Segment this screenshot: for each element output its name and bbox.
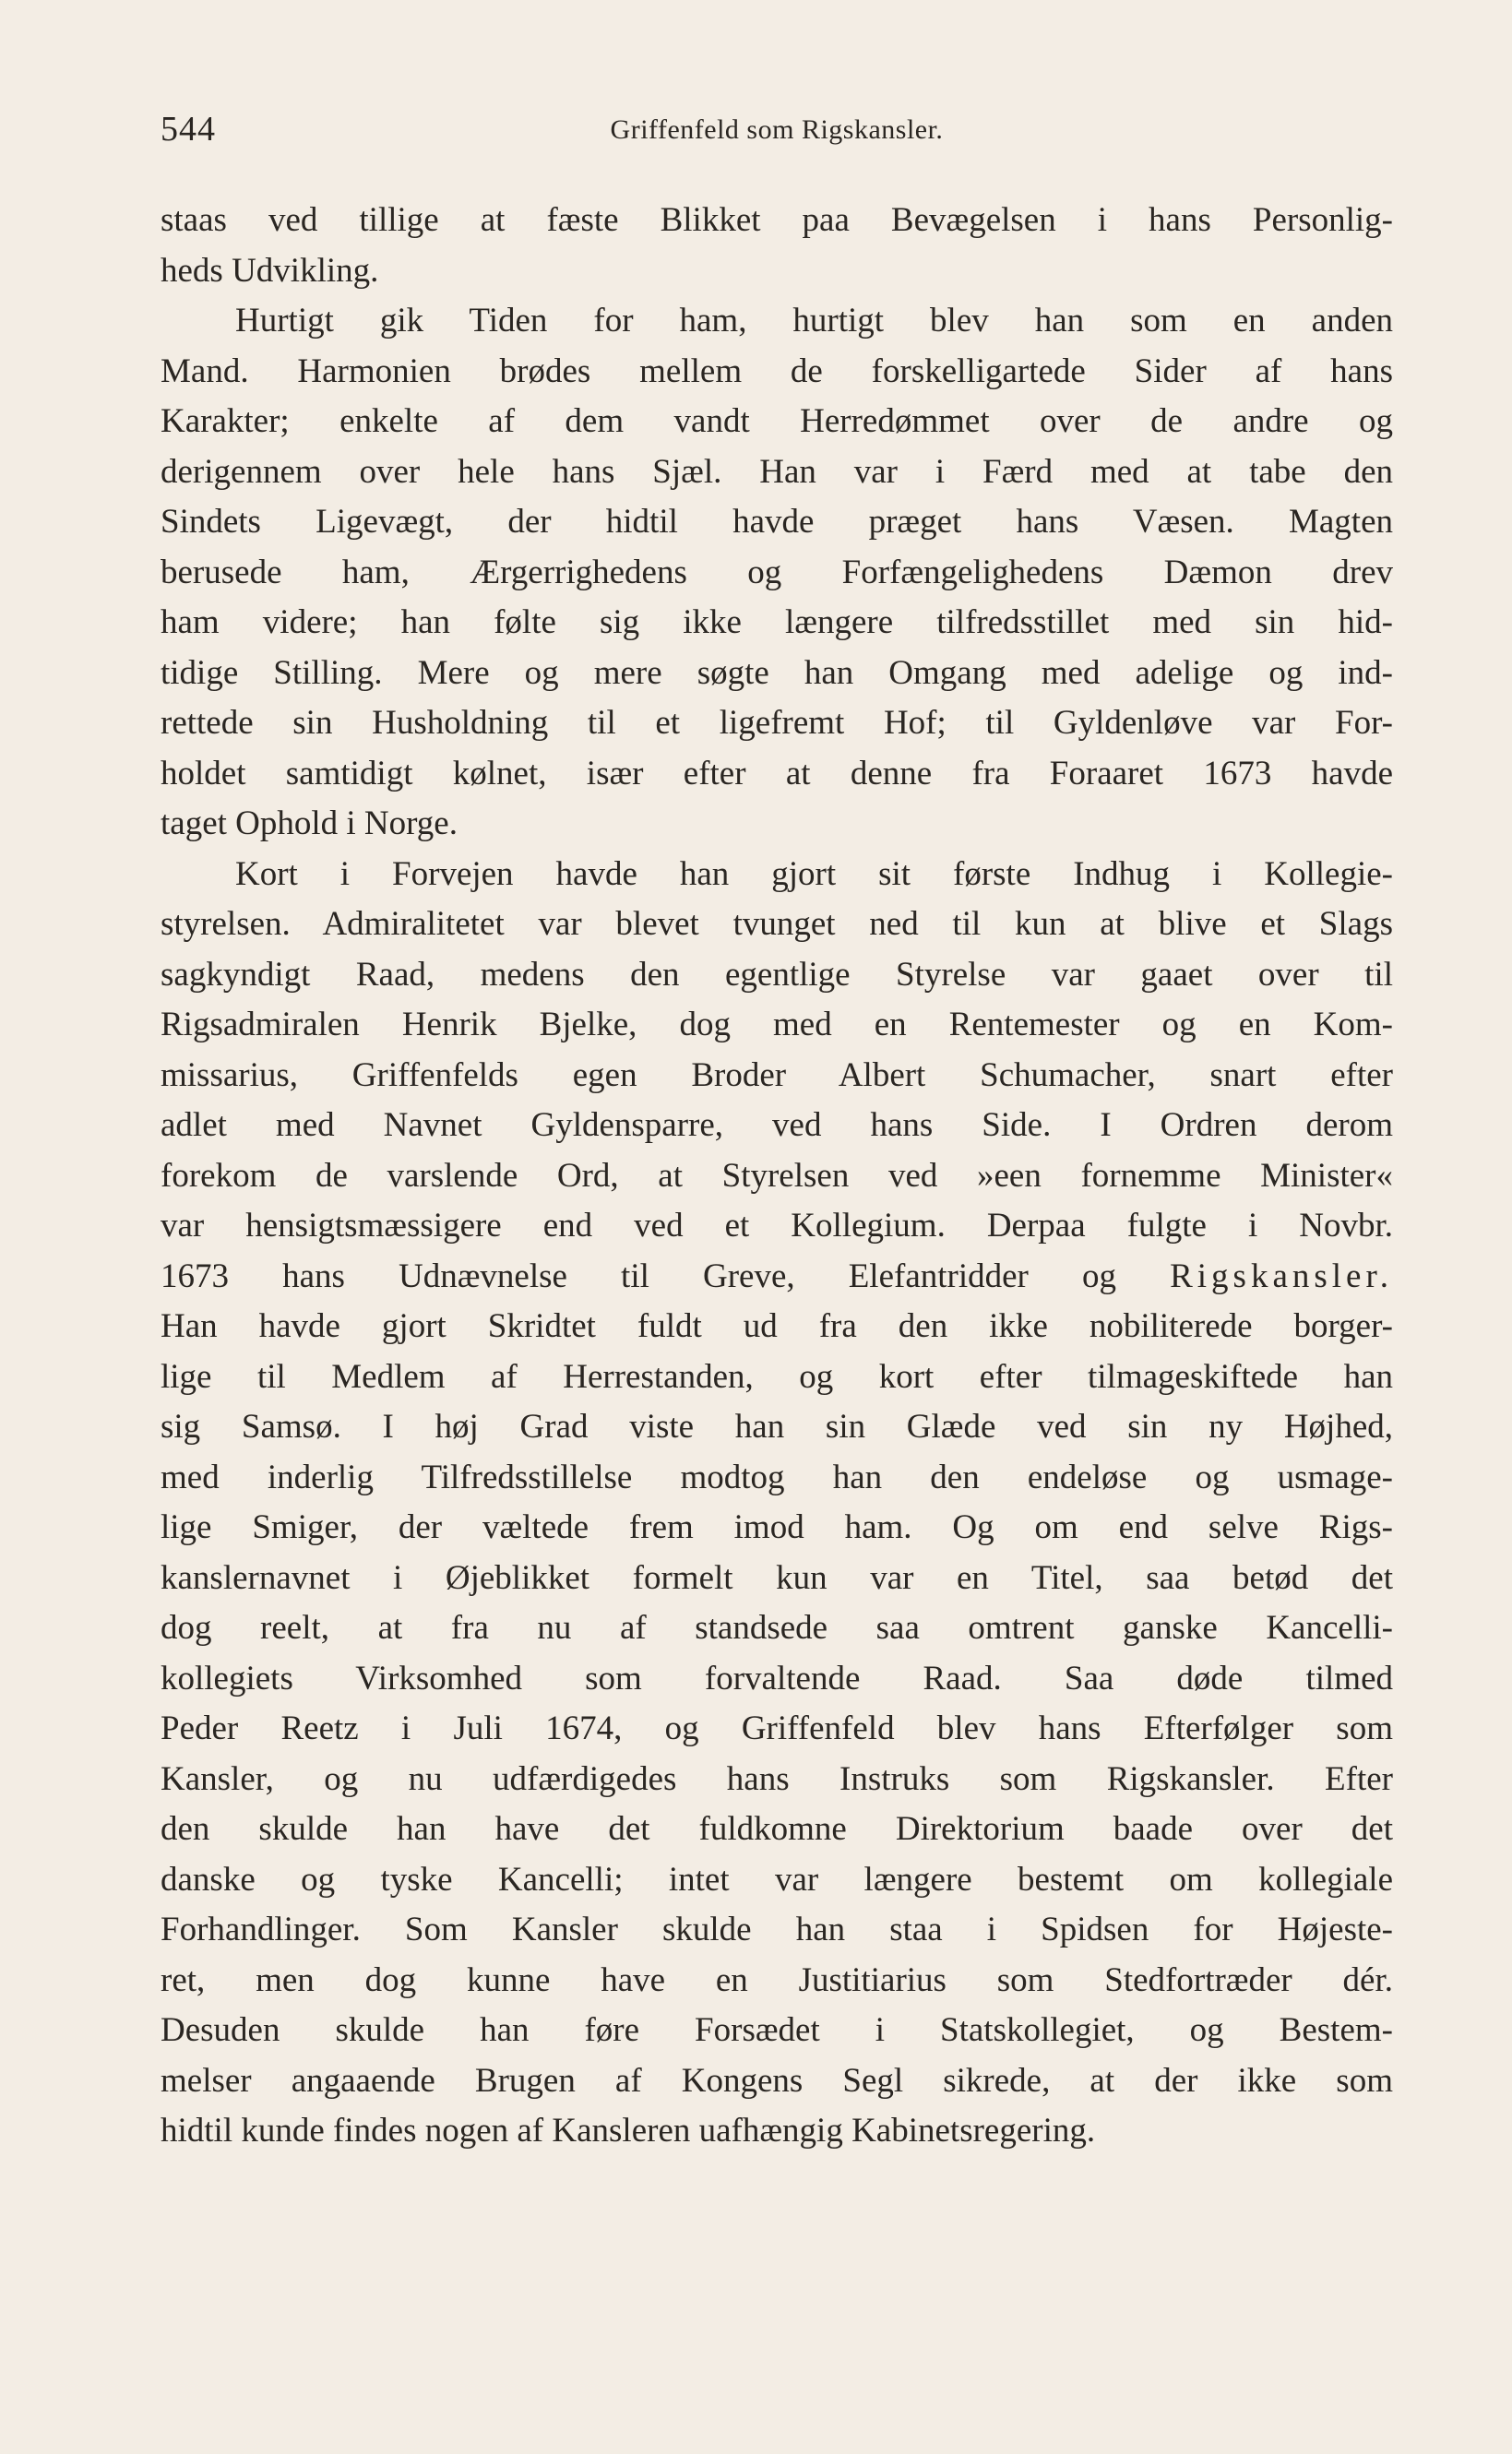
text-line: tidige Stilling. Mere og mere søgte han Omgang med adelige og ind- (161, 653, 1393, 692)
text-line: dog reelt, at fra nu af standsede saa omtrent ganske Kancelli- (161, 1609, 1393, 1647)
text-line: Forhandlinger. Som Kansler skulde han staa i Spidsen for Højeste- (161, 1911, 1393, 1948)
text-line: styrelsen. Admiralitetet var blevet tvunget ned til kun at blive et Slags (161, 905, 1393, 943)
text-line: Karakter; enkelte af dem vandt Herredømmet over de andre og (161, 402, 1393, 440)
text-line: holdet samtidigt kølnet, især efter at denne fra Foraaret 1673 havde (161, 754, 1393, 792)
text-line: Rigsadmiralen Henrik Bjelke, dog med en Rentemester og en Kom- (161, 1006, 1393, 1043)
text-line: sig Samsø. I høj Grad viste han sin Glæde ved sin ny Højhed, (161, 1408, 1393, 1446)
text-line: kanslernavnet i Øjeblikket formelt kun var en Titel, saa betød det (161, 1558, 1393, 1597)
text-line: Desuden skulde han føre Forsædet i Statskollegiet, og Bestem- (161, 2011, 1393, 2049)
running-head: Griffenfeld som Rigskansler. (610, 114, 944, 145)
text-line: lige Smiger, der væltede frem imod ham. Og om end selve Rigs- (161, 1508, 1393, 1546)
text-line: rettede sin Husholdning til et ligefremt Hof; til Gyldenløve var For- (161, 704, 1393, 742)
text-line: staas ved tillige at fæste Blikket paa Bevægelsen i hans Personlig- (161, 201, 1393, 239)
page-number: 544 (161, 110, 216, 149)
text-line: sagkyndigt Raad, medens den egentlige Styrelse var gaaet over til (161, 955, 1393, 994)
text-line: derigennem over hele hans Sjæl. Han var i Færd med at tabe den (161, 452, 1393, 491)
text-line: berusede ham, Ærgerrighedens og Forfængelighedens Dæmon drev (161, 553, 1393, 591)
body-text (161, 196, 1393, 2157)
page-header (161, 109, 1393, 164)
text-line: med inderlig Tilfredsstillelse modtog han den endeløse og usmage- (161, 1458, 1393, 1496)
text-line: var hensigtsmæssigere end ved et Kollegium. Derpaa fulgte i Novbr. (161, 1207, 1393, 1245)
text-line: ret, men dog kunne have en Justitiarius som Stedfortræder dér. (161, 1960, 1393, 1999)
text-line: missarius, Griffenfelds egen Broder Albert Schumacher, snart efter (161, 1055, 1393, 1094)
text-line: kollegiets Virksomhed som forvaltende Raad. Saa døde tilmed (161, 1659, 1393, 1698)
text-line: melser angaaende Brugen af Kongens Segl sikrede, at der ikke som (161, 2061, 1393, 2100)
text-line-with-spaced-title (161, 1252, 1393, 1303)
text-line: Han havde gjort Skridtet fuldt ud fra den ikke nobiliterede borger- (161, 1307, 1393, 1345)
text-line: Hurtigt gik Tiden for ham, hurtigt blev han som en anden (235, 302, 1393, 340)
spaced-title: Rigskansler. (1170, 1257, 1394, 1295)
text-line: forekom de varslende Ord, at Styrelsen ved »een fornemme Minister« (161, 1156, 1393, 1195)
text-line: ham videre; han følte sig ikke længere tilfredsstillet med sin hid- (161, 603, 1393, 641)
text-line: Sindets Ligevægt, der hidtil havde præget hans Væsen. Magten (161, 503, 1393, 541)
text-line: Kort i Forvejen havde han gjort sit første Indhug i Kollegie- (235, 854, 1393, 893)
text-line-part: 1673 hans Udnævnelse til Greve, Elefantridder og (161, 1257, 1116, 1295)
text-line: taget Ophold i Norge. (161, 804, 458, 842)
text-line: Mand. Harmonien brødes mellem de forskelligartede Sider af hans (161, 351, 1393, 390)
text-line: Kansler, og nu udfærdigedes hans Instruks som Rigskansler. Efter (161, 1759, 1393, 1798)
text-line: heds Udvikling. (161, 251, 379, 290)
text-line: danske og tyske Kancelli; intet var længere bestemt om kollegiale (161, 1860, 1393, 1899)
text-line: lige til Medlem af Herrestanden, og kort efter tilmageskiftede han (161, 1357, 1393, 1396)
text-line: den skulde han have det fuldkomne Direktorium baade over det (161, 1810, 1393, 1848)
text-line: Peder Reetz i Juli 1674, og Griffenfeld blev hans Efterfølger som (161, 1709, 1393, 1747)
text-line: adlet med Navnet Gyldensparre, ved hans Side. I Ordren derom (161, 1106, 1393, 1144)
text-line: hidtil kunde findes nogen af Kansleren uafhængig Kabinetsregering. (161, 2112, 1096, 2150)
